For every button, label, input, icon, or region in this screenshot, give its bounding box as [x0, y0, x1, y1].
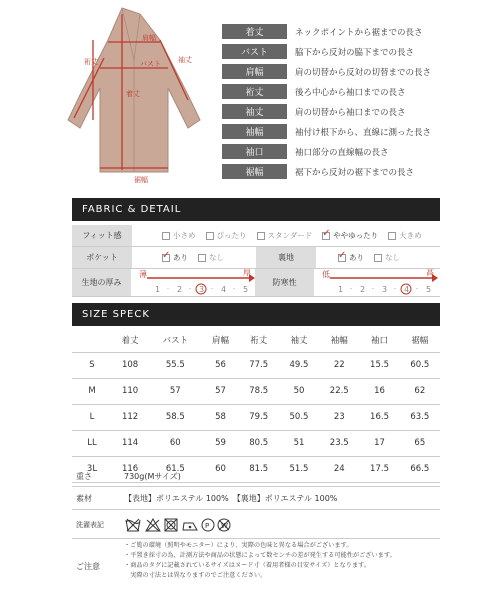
option-label: ぴったり — [216, 231, 247, 240]
size-value: 58 — [202, 404, 238, 430]
dry-clean-icon — [202, 519, 214, 531]
thickness-scale — [131, 269, 255, 296]
checked-box-icon — [162, 254, 170, 262]
thickness-scale-graphic — [137, 269, 255, 297]
coat-diagram — [0, 0, 210, 190]
checkbox-icon — [198, 254, 206, 262]
size-row — [72, 404, 440, 430]
scale-number: 4 — [404, 284, 410, 294]
dimension-description: 裾下から反対の裾下までの長さ — [295, 167, 415, 178]
scale-separator: ・ — [231, 285, 238, 293]
scale-number: 3 — [199, 284, 205, 294]
size-value: 16.5 — [359, 404, 399, 430]
fit-row — [72, 225, 440, 247]
size-value: 80.5 — [239, 430, 279, 456]
dimension-description: 後ろ中心から袖口までの長さ — [295, 87, 406, 98]
option-label: なし — [209, 253, 224, 262]
size-label: LL — [72, 430, 112, 456]
note-line: ・ご覧の環境（照明やモニター）により、実際の色味と異なる場合がございます。 — [124, 542, 353, 549]
size-value: 114 — [112, 430, 148, 456]
size-column-header: 着丈 — [112, 328, 148, 352]
lining-label: 裏地 — [256, 247, 316, 268]
size-value: 108 — [112, 352, 148, 378]
size-value: 61.5 — [148, 456, 202, 482]
size-table — [72, 328, 440, 483]
size-value: 24 — [319, 456, 359, 482]
size-value: 58.5 — [148, 404, 202, 430]
dimension-key: バスト — [222, 44, 287, 59]
pocket-options — [132, 247, 256, 268]
size-value: 22 — [319, 352, 359, 378]
scale-high-label: 高 — [426, 268, 434, 277]
dimension-row — [222, 104, 406, 119]
dimension-row — [222, 64, 431, 79]
scale-number: 4 — [221, 284, 227, 294]
dimension-description: 袖口部分の直線幅の長さ — [295, 147, 389, 158]
scale-number: 3 — [382, 284, 388, 294]
scale-separator: ・ — [414, 285, 421, 293]
dimension-row — [222, 164, 414, 179]
no-bleach-icon — [146, 519, 160, 531]
dimension-key: 袖丈 — [222, 104, 287, 119]
scale-separator: ・ — [392, 285, 399, 293]
notes-text — [120, 541, 396, 591]
warmth-scale-graphic — [320, 269, 440, 297]
option-item — [198, 252, 224, 263]
size-value: 17.5 — [359, 456, 399, 482]
size-header-text: SIZE SPECK — [82, 309, 150, 320]
option-label: あり — [349, 253, 364, 262]
notes-row — [72, 541, 440, 591]
size-label: L — [72, 404, 112, 430]
size-value: 62 — [400, 378, 440, 404]
note-line: ・平置き採寸の為、計測方法や商品の状態によって数センチの差が発生する可能性がございます。 — [124, 552, 396, 559]
label-sodetake: 袖丈 — [178, 56, 192, 64]
size-column-header: 袖口 — [359, 328, 399, 352]
size-row — [72, 352, 440, 378]
checkbox-icon — [257, 232, 265, 240]
thickness-label: 生地の厚み — [72, 269, 131, 296]
dimension-key: 袖口 — [222, 144, 287, 159]
size-column-header: 袖幅 — [319, 328, 359, 352]
size-value: 56 — [202, 352, 238, 378]
scale-number: 2 — [360, 284, 366, 294]
scale-number: 5 — [426, 284, 432, 294]
size-corner-cell — [72, 328, 112, 352]
checkbox-icon — [388, 232, 396, 240]
scale-number: 1 — [155, 284, 161, 294]
size-value: 49.5 — [279, 352, 319, 378]
weight-label: 重さ — [76, 472, 92, 481]
care-row — [72, 511, 440, 539]
size-column-header: 肩幅 — [202, 328, 238, 352]
size-table-header — [72, 328, 440, 352]
option-label: スタンダード — [267, 231, 313, 240]
size-value: 78.5 — [239, 378, 279, 404]
option-item — [322, 230, 378, 241]
size-label: 3L — [72, 456, 112, 482]
option-item — [257, 230, 313, 241]
label-katahaba: 肩幅 — [142, 34, 156, 42]
checkbox-icon — [206, 232, 214, 240]
dimension-row — [222, 24, 423, 39]
fabric-table — [72, 225, 440, 297]
material-label: 素材 — [76, 494, 92, 503]
size-value: 112 — [112, 404, 148, 430]
scale-separator: ・ — [209, 285, 216, 293]
size-label: M — [72, 378, 112, 404]
option-label: あり — [173, 253, 188, 262]
weight-value: 730g(Mサイズ) — [124, 472, 181, 481]
thickness-warmth-row — [72, 269, 440, 297]
option-item — [374, 252, 400, 263]
option-item — [338, 252, 364, 263]
size-value: 60.5 — [400, 352, 440, 378]
lining-options — [316, 247, 440, 268]
fabric-detail-header — [72, 198, 440, 221]
size-value: 51 — [279, 430, 319, 456]
size-value: 60 — [148, 430, 202, 456]
svg-text:P: P — [205, 521, 210, 530]
size-value: 17 — [359, 430, 399, 456]
care-icons — [120, 511, 234, 538]
size-column-header: 袖丈 — [279, 328, 319, 352]
size-column-header: 裄丈 — [239, 328, 279, 352]
dimension-key: 着丈 — [222, 24, 287, 39]
scale-high-label: 厚 — [243, 268, 251, 277]
option-item — [206, 230, 247, 241]
scale-separator: ・ — [187, 285, 194, 293]
dimension-row — [222, 84, 406, 99]
size-column-header: バスト — [148, 328, 202, 352]
size-label: S — [72, 352, 112, 378]
size-column-header: 裾幅 — [400, 328, 440, 352]
scale-separator: ・ — [348, 285, 355, 293]
dimension-description: 袖付け根下から、直線に測った長さ — [295, 127, 432, 138]
size-value: 116 — [112, 456, 148, 482]
warmth-scale — [314, 269, 440, 296]
scale-separator: ・ — [165, 285, 172, 293]
warmth-label: 防寒性 — [255, 269, 314, 296]
scale-number: 5 — [243, 284, 249, 294]
size-value: 50 — [279, 378, 319, 404]
size-value: 81.5 — [239, 456, 279, 482]
scale-low-label: 低 — [322, 269, 330, 279]
no-tumble-dry-icon — [165, 519, 177, 531]
size-speck-header — [72, 303, 440, 326]
size-row — [72, 378, 440, 404]
pocket-lining-row — [72, 247, 440, 269]
option-item — [162, 252, 188, 263]
size-value: 63.5 — [400, 404, 440, 430]
scale-low-label: 薄 — [139, 269, 147, 279]
material-row — [72, 488, 440, 510]
note-line: 実際の寸法とは異なりますのでご注意ください。 — [124, 572, 267, 579]
dimension-key: 裄丈 — [222, 84, 287, 99]
wash-tub-icon — [126, 519, 140, 531]
size-value: 57 — [148, 378, 202, 404]
checkbox-icon — [374, 254, 382, 262]
fabric-header-text: FABRIC & DETAIL — [82, 204, 182, 215]
option-label: ややゆったり — [333, 231, 379, 240]
size-value: 59 — [202, 430, 238, 456]
option-item — [388, 230, 422, 241]
material-value: 【表地】ポリエステル 100% 【裏地】ポリエステル 100% — [124, 494, 338, 503]
label-kitake: 着丈 — [126, 90, 140, 98]
dimension-key: 肩幅 — [222, 64, 287, 79]
dimension-description: ネックポイントから裾までの長さ — [295, 27, 423, 38]
checked-box-icon — [322, 232, 330, 240]
option-label: 大きめ — [399, 231, 422, 240]
fit-label: フィット感 — [72, 225, 132, 246]
size-value: 23 — [319, 404, 359, 430]
dimension-description: 肩の切替から袖口までの長さ — [295, 107, 406, 118]
size-value: 23.5 — [319, 430, 359, 456]
dimension-row — [222, 124, 431, 139]
size-value: 77.5 — [239, 352, 279, 378]
size-value: 79.5 — [239, 404, 279, 430]
size-value: 66.5 — [400, 456, 440, 482]
dimension-key: 袖幅 — [222, 124, 287, 139]
scale-number: 2 — [177, 284, 183, 294]
size-row — [72, 430, 440, 456]
size-value: 60 — [202, 456, 238, 482]
size-value: 65 — [400, 430, 440, 456]
care-label: 洗濯表記 — [76, 520, 104, 529]
size-value: 50.5 — [279, 404, 319, 430]
no-wet-clean-icon — [218, 519, 230, 531]
label-susohaba: 裾幅 — [134, 176, 148, 184]
size-value: 22.5 — [319, 378, 359, 404]
label-bust: バスト — [140, 60, 161, 68]
checked-box-icon — [338, 254, 346, 262]
size-value: 16 — [359, 378, 399, 404]
size-value: 57 — [202, 378, 238, 404]
label-yukitake: 裄丈 — [84, 58, 98, 66]
size-value: 110 — [112, 378, 148, 404]
dimension-key: 裾幅 — [222, 164, 287, 179]
dimension-row — [222, 44, 414, 59]
dimension-row — [222, 144, 389, 159]
fit-options — [132, 225, 440, 246]
scale-separator: ・ — [370, 285, 377, 293]
size-value: 15.5 — [359, 352, 399, 378]
pocket-label: ポケット — [72, 247, 132, 268]
size-value: 55.5 — [148, 352, 202, 378]
option-label: 小さめ — [173, 231, 196, 240]
notes-label: ご注意 — [76, 561, 100, 571]
option-item — [162, 230, 196, 241]
option-label: なし — [385, 253, 400, 262]
size-value: 51.5 — [279, 456, 319, 482]
dimension-description: 脇下から反対の脇下までの長さ — [295, 47, 415, 58]
checkbox-icon — [162, 232, 170, 240]
svg-text:W: W — [221, 521, 228, 530]
weight-row — [72, 467, 440, 487]
dimension-description: 肩の切替から反対の切替までの長さ — [295, 67, 432, 78]
scale-number: 1 — [338, 284, 344, 294]
note-line: ・商品のタグに記載されているサイズはヌード寸（着用者様の目安サイズ）となります。 — [124, 562, 371, 569]
iron-icon — [183, 523, 197, 530]
